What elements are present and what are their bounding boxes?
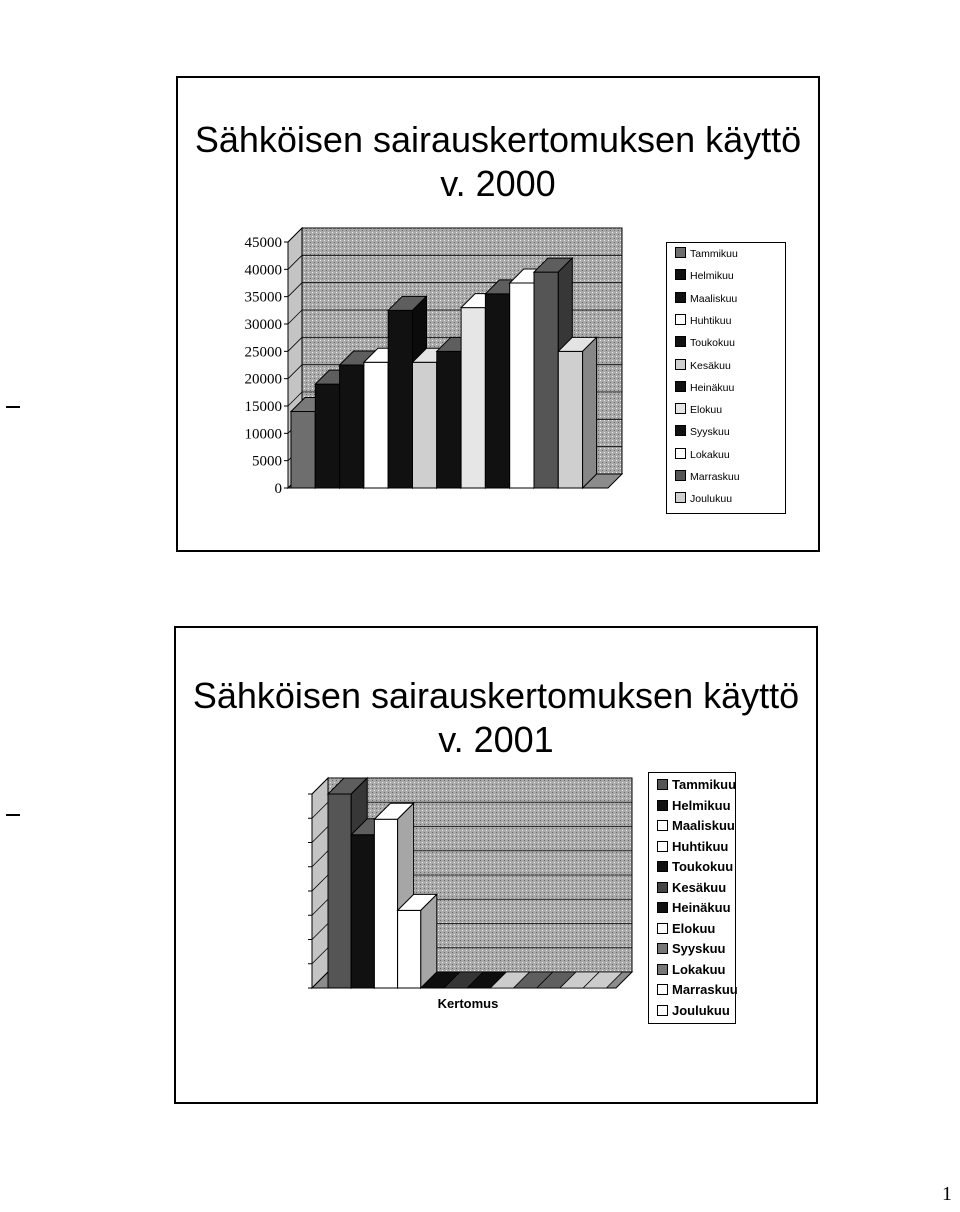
legend-label: Toukokuu	[672, 859, 734, 874]
legend-item	[675, 247, 738, 260]
legend-label: Maaliskuu	[690, 292, 738, 305]
legend-swatch	[657, 902, 668, 913]
bar-front	[534, 272, 558, 488]
legend-label: Tammikuu	[690, 248, 738, 260]
legend-item	[657, 941, 725, 956]
legend-swatch	[675, 269, 686, 280]
y-tick-label: 0	[274, 481, 282, 497]
legend-item	[675, 336, 735, 349]
legend-item	[657, 962, 725, 977]
legend-label: Elokuu	[690, 404, 723, 417]
legend-item	[657, 880, 726, 895]
legend-label: Syyskuu	[690, 426, 730, 439]
legend-item	[657, 982, 738, 997]
legend-label: Joulukuu	[672, 1002, 730, 1018]
legend-swatch	[657, 943, 668, 954]
legend-item	[675, 381, 734, 394]
bar-front	[510, 283, 534, 488]
bar-joulukuu	[558, 337, 596, 488]
legend-item	[657, 798, 731, 813]
legend-label: Lokakuu	[690, 448, 730, 461]
chart-title-2000: Sähköisen sairauskertomuksen käyttö v. 2000	[194, 119, 802, 204]
bar-side	[583, 337, 597, 488]
y-tick-label: 20000	[244, 371, 282, 388]
y-tick-label: 30000	[244, 317, 282, 333]
legend-label: Marraskuu	[672, 982, 738, 997]
y-tick-label: 15000	[244, 399, 282, 415]
legend-swatch	[675, 425, 686, 436]
legend-label: Kesäkuu	[690, 359, 731, 372]
legend-swatch	[675, 314, 686, 325]
legend-swatch	[675, 492, 686, 503]
legend-label: Kesäkuu	[672, 879, 727, 895]
page-number: 1	[942, 1183, 952, 1205]
legend-swatch	[657, 841, 668, 852]
bar-front	[340, 365, 364, 488]
legend-item	[657, 859, 733, 874]
legend-label: Marraskuu	[690, 471, 740, 483]
edge-mark	[6, 406, 20, 408]
legend-item	[657, 921, 715, 936]
legend-swatch	[657, 800, 668, 811]
legend-item	[675, 269, 734, 282]
legend-swatch	[657, 923, 668, 934]
legend-label: Heinäkuu	[690, 381, 735, 394]
legend-swatch	[675, 336, 686, 347]
bar-front	[328, 794, 351, 988]
legend-label: Heinäkuu	[672, 900, 731, 915]
bar-front	[437, 351, 461, 488]
bar-front	[388, 310, 412, 488]
bar-front	[413, 362, 437, 488]
legend-swatch	[675, 470, 686, 481]
legend-swatch	[657, 861, 668, 872]
legend-label: Syyskuu	[672, 941, 726, 956]
legend-swatch	[675, 448, 686, 459]
y-tick-label: 40000	[244, 262, 282, 279]
legend-swatch	[675, 381, 686, 392]
legend-swatch	[675, 292, 686, 303]
legend-item	[675, 359, 731, 372]
legend-item	[657, 777, 736, 792]
legend-label: Tammikuu	[672, 777, 737, 792]
legend-2001	[648, 772, 736, 1024]
legend-item	[675, 292, 737, 305]
bar-front	[374, 819, 397, 988]
legend-label: Joulukuu	[690, 493, 733, 506]
legend-swatch	[675, 403, 686, 414]
legend-item	[657, 818, 735, 833]
legend-swatch	[657, 779, 668, 790]
y-tick-label: 10000	[244, 426, 282, 443]
legend-label: Toukokuu	[690, 337, 735, 350]
bar-front	[558, 351, 582, 488]
edge-mark	[6, 814, 20, 816]
legend-item	[657, 1003, 730, 1018]
legend-swatch	[675, 247, 686, 258]
legend-item	[657, 839, 728, 854]
bar-front	[351, 835, 374, 988]
bar-huhtikuu	[398, 894, 437, 988]
legend-swatch	[657, 984, 668, 995]
y-tick-label: 25000	[244, 344, 282, 361]
legend-label: Helmikuu	[672, 797, 731, 813]
legend-swatch	[657, 882, 668, 893]
legend-item	[675, 425, 730, 438]
legend-label: Elokuu	[672, 920, 716, 936]
y-tick-label: 5000	[252, 453, 282, 470]
bar-front	[291, 411, 315, 488]
legend-label: Helmikuu	[690, 270, 734, 283]
legend-swatch	[657, 1005, 668, 1016]
x-axis-label: Kertomus	[437, 996, 499, 1011]
legend-label: Maaliskuu	[672, 818, 735, 833]
bar-front	[398, 910, 421, 988]
legend-item	[657, 900, 731, 915]
y-tick-label: 45000	[244, 235, 282, 251]
legend-item	[675, 492, 732, 505]
y-tick-label: 35000	[244, 289, 282, 306]
legend-item	[675, 403, 722, 416]
legend-swatch	[657, 820, 668, 831]
legend-label: Lokakuu	[672, 961, 726, 977]
legend-2000	[666, 242, 786, 514]
legend-label: Huhtikuu	[690, 314, 732, 327]
slide-2000	[176, 76, 820, 552]
slide-2001	[174, 626, 818, 1104]
legend-item	[675, 448, 730, 461]
legend-swatch	[675, 359, 686, 370]
bar-front	[315, 384, 339, 488]
legend-swatch	[657, 964, 668, 975]
bar-front	[364, 362, 388, 488]
legend-label: Huhtikuu	[672, 838, 729, 854]
bar-front	[485, 294, 509, 488]
bar-front	[461, 308, 485, 488]
legend-item	[675, 470, 740, 483]
legend-item	[675, 314, 731, 327]
chart-title-2001: Sähköisen sairauskertomuksen käyttö v. 2001	[192, 675, 800, 760]
